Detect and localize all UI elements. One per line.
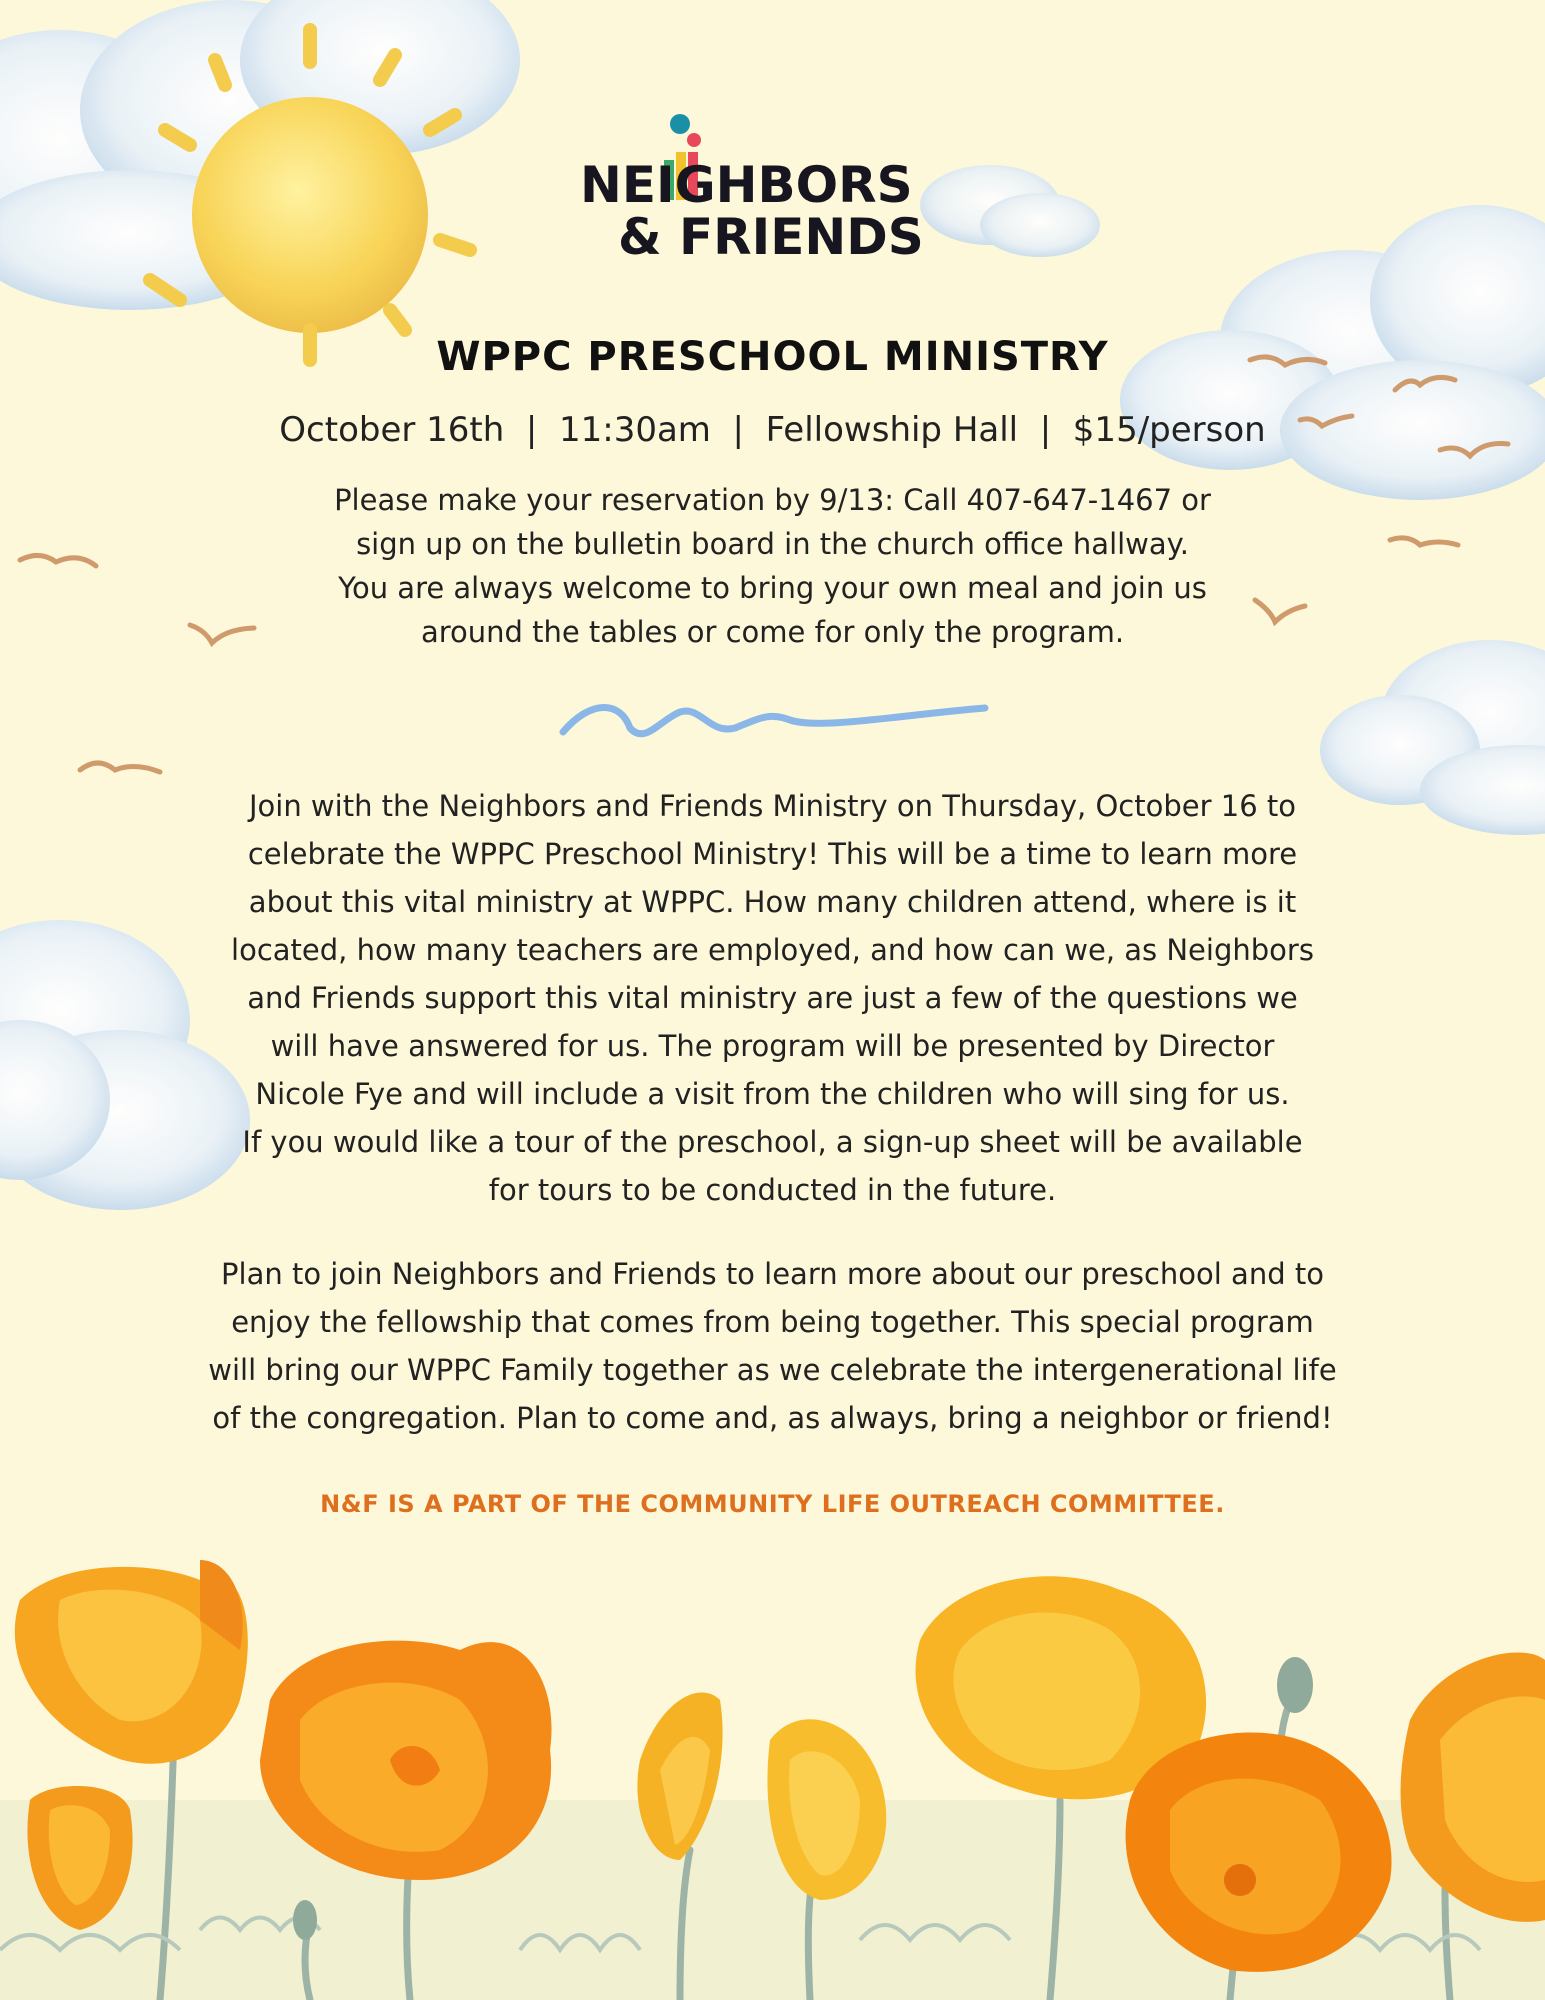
paragraph-line: located, how many teachers are employed, and how can we, as Neighbors (231, 933, 1314, 967)
logo (580, 112, 980, 266)
squiggle-divider (563, 707, 985, 733)
reservation-info (220, 478, 1325, 654)
reservation-line: Please make your reservation by 9/13: Call 407-647-1467 or (334, 483, 1211, 517)
reservation-line: sign up on the bulletin board in the church office hallway. (356, 527, 1189, 561)
reservation-line: You are always welcome to bring your own meal and join us (338, 571, 1207, 605)
paragraph-line: will bring our WPPC Family together as we celebrate the intergenerational life (208, 1353, 1337, 1387)
flower-border (0, 1560, 1545, 2000)
paragraph-line: celebrate the WPPC Preschool Ministry! This will be a time to learn more (247, 837, 1298, 871)
paragraph-line: and Friends support this vital ministry are just a few of the questions we (247, 981, 1298, 1015)
reservation-line: around the tables or come for only the program. (420, 615, 1125, 649)
description-paragraph (170, 782, 1375, 1214)
invitation-paragraph (150, 1250, 1395, 1442)
logo-line-2: & FRIENDS (618, 208, 924, 266)
paragraph-line: Join with the Neighbors and Friends Ministry on Thursday, October 16 to (248, 789, 1296, 823)
page-title: WPPC PRESCHOOL MINISTRY (436, 334, 1109, 380)
event-details: October 16th | 11:30am | Fellowship Hall | $15/person (279, 410, 1266, 450)
paragraph-line: Nicole Fye and will include a visit from the children who will sing for us. (255, 1077, 1290, 1111)
paragraph-line: enjoy the fellowship that comes from being together. This special program (231, 1305, 1314, 1339)
paragraph-line: Plan to join Neighbors and Friends to learn more about our preschool and to (221, 1257, 1324, 1291)
paragraph-line: for tours to be conducted in the future. (488, 1173, 1057, 1207)
paragraph-line: If you would like a tour of the preschool, a sign-up sheet will be available (242, 1125, 1303, 1159)
paragraph-line: about this vital ministry at WPPC. How many children attend, where is it (248, 885, 1297, 919)
committee-note: N&F IS A PART OF THE COMMUNITY LIFE OUTREACH COMMITTEE. (320, 1490, 1225, 1518)
poppy-flower-icon (15, 1560, 248, 1764)
logo-line-1: NEIGHBORS (580, 156, 913, 214)
paragraph-line: will have answered for us. The program will be presented by Director (270, 1029, 1275, 1063)
paragraph-line: of the congregation. Plan to come and, as always, bring a neighbor or friend! (212, 1401, 1333, 1435)
